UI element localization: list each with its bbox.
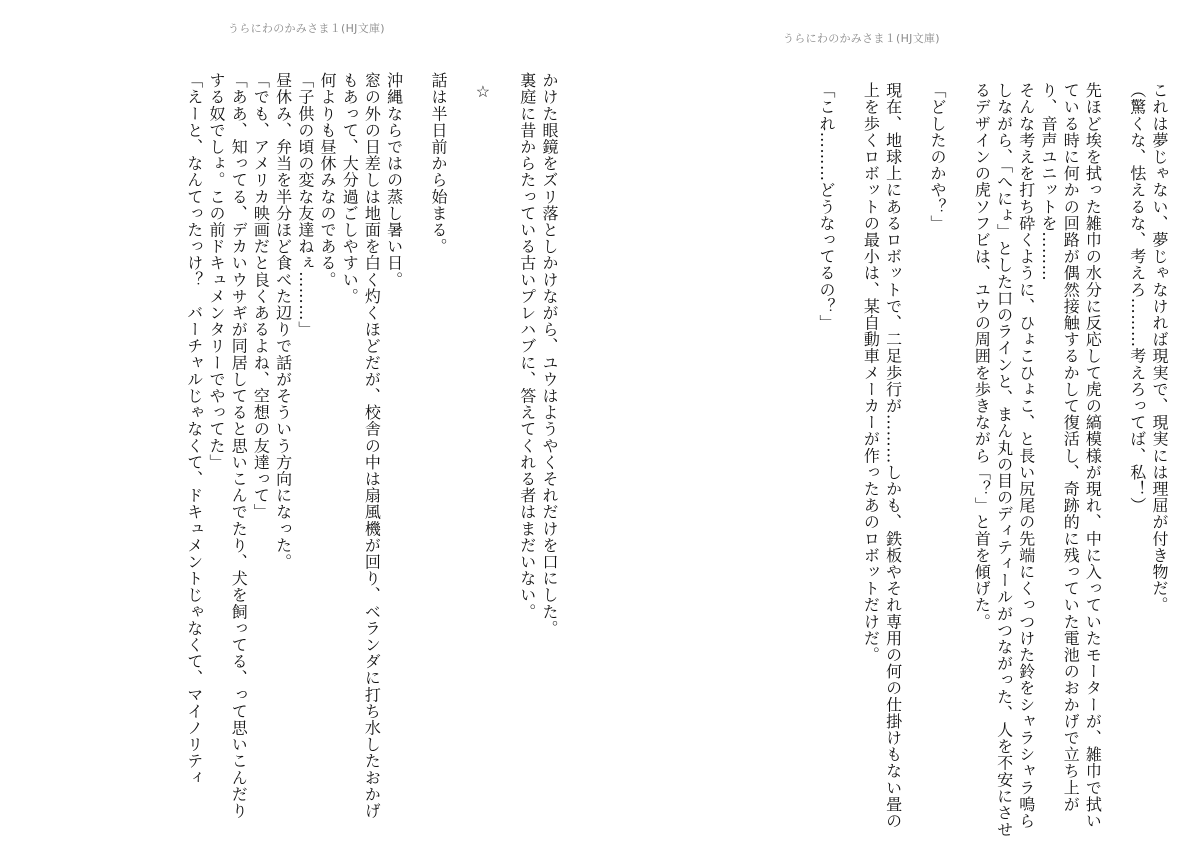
paragraph: 裏庭に昔からたっている古いプレハブに、答えてくれる者はまだいない。 bbox=[517, 72, 537, 620]
paragraph: そんな考えを打ち砕くように、ひょこひょこ、と長い尻尾の先端にくっつけた鈴をシャラシャラ鳴らしながら、「へにょ」とした口のラインと、まん丸の目のディティールがつながった、人を不安にさせるデザインの虎ソフビは、ユウの周囲を歩きながら「？」と首を傾げた。 bbox=[972, 82, 1036, 838]
blank-line bbox=[405, 72, 427, 832]
blank-line bbox=[904, 82, 926, 842]
paragraph: 窓の外の日差しは地面を白く灼くほどだが、校舎の中は扇風機が回り、ベランダに打ち水したおかげもあって、大分過ごしやすい。 bbox=[340, 72, 382, 819]
paragraph: 現在、地球上にあるロボットで、二足歩行が………しかも、鉄板やそれ専用の何の仕掛けもない畳の上を歩くロボットの最小は、某自動車メーカーが作ったあのロボットだけだ。 bbox=[861, 82, 903, 829]
paragraph: 「でも、アメリカ映画だと良くあるよね、空想の友達って」 bbox=[251, 72, 271, 521]
body-text bbox=[640, 82, 1170, 842]
section-break-star: ☆ bbox=[473, 82, 493, 102]
paragraph: かけた眼鏡をズリ落としかけながら、ユウはようやくそれだけを口にした。 bbox=[540, 72, 559, 637]
paragraph: 先ほど埃を拭った雑巾の水分に反応して虎の縞模様が現れ、中に入っていたモーターが、雑巾で拭いている時に何かの回路が偶然接触するかして復活し、奇跡的に残っていた電池のおかげで立ち上がり、音声ユニットを……… bbox=[1039, 82, 1103, 829]
paragraph: 「ああ、知ってる、デカいウサギが同居してると思いこんでたり、犬を飼ってる、って思いこんだりする奴でしょ。この前ドキュメンタリーでやってた」 bbox=[207, 72, 249, 819]
body-text bbox=[60, 72, 560, 832]
blank-line bbox=[1103, 82, 1125, 842]
paragraph: 「子供の頃の変な友達ねぇ………」 bbox=[295, 72, 315, 338]
paragraph: 「これ………どうなってるの？」 bbox=[817, 82, 837, 331]
paragraph: 沖縄ならではの蒸し暑い日。 bbox=[384, 72, 404, 288]
paragraph: 昼休み、弁当を半分ほど食べた辺りで話がそういう方向になった。 bbox=[273, 72, 293, 570]
blank-line bbox=[449, 72, 471, 832]
running-head: うらにわのかみさま１(HJ文庫) bbox=[228, 22, 385, 35]
paragraph: 「えーと、なんてったっけ？ バーチャルじゃなくて、ドキュメントじゃなくて、マイノリティ bbox=[184, 72, 204, 786]
paragraph: 話は半日前から始まる。 bbox=[429, 72, 449, 255]
blank-line bbox=[948, 82, 970, 842]
paragraph: （驚くな、怯えるな、考えろ………考えろってば、私！） bbox=[1127, 82, 1147, 514]
paragraph: 「どしたのかや？」 bbox=[928, 82, 947, 232]
blank-line bbox=[493, 72, 515, 832]
blank-line bbox=[837, 82, 859, 842]
right-page bbox=[600, 0, 1200, 855]
running-head: うらにわのかみさま１(HJ文庫) bbox=[783, 32, 940, 45]
paragraph: これは夢じゃない、夢じゃなければ現実で、現実には理屈が付き物だ。 bbox=[1150, 82, 1169, 614]
paragraph: 何よりも昼休みなのである。 bbox=[318, 72, 338, 288]
